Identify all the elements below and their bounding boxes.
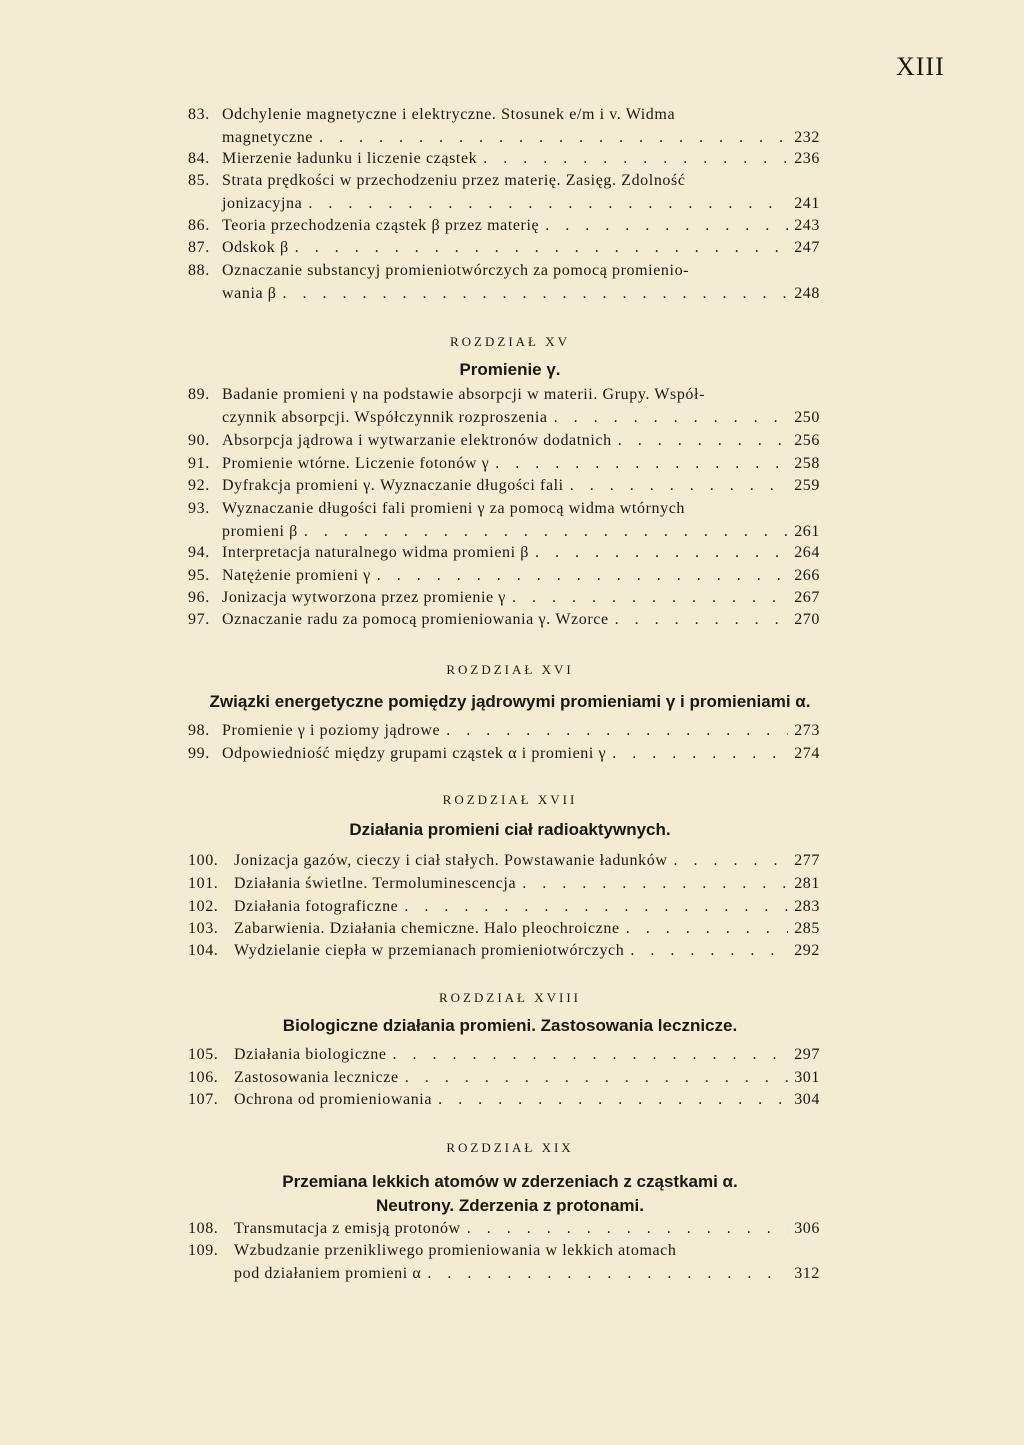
toc-entry[interactable] bbox=[188, 170, 820, 215]
dot-leader bbox=[612, 743, 788, 766]
entry-title: Jonizacja gazów, cieczy i ciał stałych. Powstawanie ładunków bbox=[234, 852, 668, 869]
dot-leader bbox=[427, 1263, 788, 1286]
dot-leader bbox=[626, 918, 788, 941]
entry-number: 107. bbox=[188, 1091, 219, 1108]
entry-title: wania β bbox=[222, 284, 277, 302]
entry-title: Zabarwienia. Działania chemiczne. Halo pleochroiczne bbox=[234, 920, 620, 937]
toc-entry[interactable] bbox=[188, 453, 820, 476]
dot-leader bbox=[377, 565, 788, 588]
entry-title: pod działaniem promieni α bbox=[234, 1264, 422, 1282]
toc-entry[interactable] bbox=[188, 260, 820, 305]
toc-entry[interactable] bbox=[188, 237, 820, 260]
dot-leader bbox=[495, 453, 788, 476]
entry-title: Absorpcja jądrowa i wytwarzanie elektronów dodatnich bbox=[222, 432, 612, 449]
page-number: XIII bbox=[896, 52, 945, 81]
entry-page-number: 304 bbox=[794, 1091, 820, 1108]
entry-title: Działania biologiczne bbox=[234, 1046, 387, 1063]
dot-leader bbox=[467, 1218, 788, 1241]
entry-number: 105. bbox=[188, 1046, 219, 1063]
dot-leader bbox=[554, 407, 788, 430]
entry-number: 103. bbox=[188, 920, 219, 937]
chapter-label: ROZDZIAŁ XVII bbox=[442, 792, 578, 807]
toc-entry[interactable] bbox=[188, 873, 820, 896]
dot-leader bbox=[618, 430, 788, 453]
entry-page-number: 281 bbox=[794, 875, 820, 892]
toc-entry[interactable] bbox=[188, 940, 820, 963]
chapter-title: Biologiczne działania promieni. Zastosowania lecznicze. bbox=[282, 1016, 738, 1035]
toc-entry[interactable] bbox=[188, 430, 820, 453]
entry-title-line: Wzbudzanie przenikliwego promieniowania w lekkich atomach bbox=[234, 1242, 677, 1259]
toc-entry[interactable] bbox=[188, 104, 820, 149]
dot-leader bbox=[535, 542, 788, 565]
entry-page-number: 270 bbox=[794, 611, 820, 628]
entry-number: 106. bbox=[188, 1069, 219, 1086]
toc-entry[interactable] bbox=[188, 384, 820, 429]
dot-leader bbox=[512, 587, 788, 610]
dot-leader bbox=[404, 896, 788, 919]
entry-page-number: 292 bbox=[794, 942, 820, 959]
toc-entry[interactable] bbox=[188, 215, 820, 238]
entry-page-number: 306 bbox=[794, 1220, 820, 1237]
entry-page-number: 274 bbox=[794, 745, 820, 762]
entry-title: Działania świetlne. Termoluminescencja bbox=[234, 875, 517, 892]
entry-number: 104. bbox=[188, 942, 219, 959]
entry-title: Jonizacja wytworzona przez promienie γ bbox=[222, 589, 506, 606]
dot-leader bbox=[483, 148, 788, 171]
entry-page-number: 258 bbox=[794, 455, 820, 472]
entry-title-line: Strata prędkości w przechodzeniu przez materię. Zasięg. Zdolność bbox=[222, 172, 686, 189]
toc-entry[interactable] bbox=[188, 148, 820, 171]
dot-leader bbox=[304, 521, 788, 544]
entry-title: Oznaczanie radu za pomocą promieniowania γ. Wzorce bbox=[222, 611, 609, 628]
entry-number: 94. bbox=[188, 544, 210, 561]
chapter-label: ROZDZIAŁ XIX bbox=[446, 1140, 574, 1155]
entry-page-number: 277 bbox=[794, 852, 820, 869]
dot-leader bbox=[405, 1067, 788, 1090]
entry-title: Transmutacja z emisją protonów bbox=[234, 1220, 461, 1237]
dot-leader bbox=[522, 873, 788, 896]
toc-entry[interactable] bbox=[188, 850, 820, 873]
entry-number: 108. bbox=[188, 1220, 219, 1237]
entry-number: 96. bbox=[188, 589, 210, 606]
chapter-label: ROZDZIAŁ XV bbox=[449, 334, 570, 349]
toc-entry[interactable] bbox=[188, 498, 820, 543]
entry-title: promieni β bbox=[222, 522, 298, 540]
dot-leader bbox=[545, 215, 788, 238]
entry-title: magnetyczne bbox=[222, 128, 313, 146]
entry-page-number: 264 bbox=[794, 544, 820, 561]
entry-page-number: 248 bbox=[794, 284, 820, 302]
toc-entry[interactable] bbox=[188, 565, 820, 588]
chapter-title: Promienie γ. bbox=[459, 360, 561, 379]
dot-leader bbox=[295, 237, 788, 260]
entry-page-number: 247 bbox=[794, 239, 820, 256]
entry-number: 97. bbox=[188, 611, 210, 628]
chapter-title: Przemiana lekkich atomów w zderzeniach z cząstkami α. Neutrony. Zderzenia z protonami. bbox=[282, 1172, 738, 1215]
entry-title-line: Oznaczanie substancyj promieniotwórczych za pomocą promienio- bbox=[222, 262, 690, 279]
entry-page-number: 312 bbox=[794, 1264, 820, 1282]
dot-leader bbox=[308, 193, 788, 216]
entry-page-number: 261 bbox=[794, 522, 820, 540]
toc-entry[interactable] bbox=[188, 1240, 820, 1285]
dot-leader bbox=[570, 475, 788, 498]
entry-title: Natężenie promieni γ bbox=[222, 567, 371, 584]
dot-leader bbox=[438, 1089, 788, 1112]
entry-page-number: 241 bbox=[794, 194, 820, 212]
toc-entry[interactable] bbox=[188, 1218, 820, 1241]
entry-number: 83. bbox=[188, 106, 210, 123]
toc-entry[interactable] bbox=[188, 1067, 820, 1090]
entry-number: 98. bbox=[188, 722, 210, 739]
entry-title-line: Odchylenie magnetyczne i elektryczne. Stosunek e/m i v. Widma bbox=[222, 106, 676, 123]
entry-number: 85. bbox=[188, 172, 210, 189]
entry-page-number: 297 bbox=[794, 1046, 820, 1063]
entry-title: Mierzenie ładunku i liczenie cząstek bbox=[222, 150, 478, 167]
entry-page-number: 283 bbox=[794, 898, 820, 915]
dot-leader bbox=[615, 609, 788, 632]
entry-number: 90. bbox=[188, 432, 210, 449]
entry-page-number: 250 bbox=[794, 408, 820, 426]
entry-number: 92. bbox=[188, 477, 210, 494]
entry-page-number: 267 bbox=[794, 589, 820, 606]
entry-page-number: 266 bbox=[794, 567, 820, 584]
toc-entry[interactable] bbox=[188, 720, 820, 743]
entry-number: 89. bbox=[188, 386, 210, 403]
dot-leader bbox=[393, 1044, 788, 1067]
chapter-label: ROZDZIAŁ XVIII bbox=[438, 990, 581, 1005]
entry-page-number: 232 bbox=[794, 128, 820, 146]
entry-title: jonizacyjna bbox=[222, 194, 303, 212]
entry-page-number: 259 bbox=[794, 477, 820, 494]
entry-number: 109. bbox=[188, 1242, 219, 1259]
toc-entry[interactable] bbox=[188, 896, 820, 919]
entry-title: Odpowiedniość między grupami cząstek α i promieni γ bbox=[222, 745, 607, 762]
dot-leader bbox=[283, 283, 788, 306]
entry-title: Dyfrakcja promieni γ. Wyznaczanie długości fali bbox=[222, 477, 564, 494]
entry-number: 100. bbox=[188, 852, 219, 869]
entry-page-number: 301 bbox=[794, 1069, 820, 1086]
entry-page-number: 236 bbox=[794, 150, 820, 167]
entry-title-line: Badanie promieni γ na podstawie absorpcji w materii. Grupy. Współ- bbox=[222, 386, 706, 403]
entry-title: Promienie wtórne. Liczenie fotonów γ bbox=[222, 455, 490, 472]
entry-number: 99. bbox=[188, 745, 210, 762]
entry-title: Interpretacja naturalnego widma promieni β bbox=[222, 544, 530, 561]
entry-number: 91. bbox=[188, 455, 210, 472]
dot-leader bbox=[630, 940, 788, 963]
toc-entry[interactable] bbox=[188, 587, 820, 610]
toc-entry[interactable] bbox=[188, 609, 820, 632]
entry-title: Odskok β bbox=[222, 239, 289, 256]
entry-number: 86. bbox=[188, 217, 210, 234]
dot-leader bbox=[319, 127, 788, 150]
toc-entry[interactable] bbox=[188, 1044, 820, 1067]
entry-number: 88. bbox=[188, 262, 210, 279]
dot-leader bbox=[446, 720, 788, 743]
entry-number: 93. bbox=[188, 500, 210, 517]
toc-entry[interactable] bbox=[188, 542, 820, 565]
entry-title: Zastosowania lecznicze bbox=[234, 1069, 399, 1086]
entry-title: Ochrona od promieniowania bbox=[234, 1091, 433, 1108]
entry-title-line: Wyznaczanie długości fali promieni γ za pomocą widma wtórnych bbox=[222, 500, 685, 517]
entry-number: 87. bbox=[188, 239, 210, 256]
toc-entry[interactable] bbox=[188, 918, 820, 941]
entry-page-number: 243 bbox=[794, 217, 820, 234]
entry-page-number: 273 bbox=[794, 722, 820, 739]
dot-leader bbox=[673, 850, 788, 873]
chapter-title: Działania promieni ciał radioaktywnych. bbox=[349, 820, 671, 839]
entry-title: czynnik absorpcji. Współczynnik rozproszenia bbox=[222, 408, 548, 426]
entry-page-number: 285 bbox=[794, 920, 820, 937]
entry-number: 101. bbox=[188, 875, 219, 892]
entry-page-number: 256 bbox=[794, 432, 820, 449]
entry-number: 95. bbox=[188, 567, 210, 584]
entry-title: Działania fotograficzne bbox=[234, 898, 399, 915]
toc-entry[interactable] bbox=[188, 743, 820, 766]
chapter-label: ROZDZIAŁ XVI bbox=[446, 662, 574, 677]
toc-entry[interactable] bbox=[188, 1089, 820, 1112]
chapter-title: Związki energetyczne pomiędzy jądrowymi promieniami γ i promieniami α. bbox=[209, 692, 811, 711]
toc-entry[interactable] bbox=[188, 475, 820, 498]
entry-title: Teoria przechodzenia cząstek β przez materię bbox=[222, 217, 540, 234]
entry-title: Wydzielanie ciepła w przemianach promieniotwórczych bbox=[234, 942, 625, 959]
entry-number: 102. bbox=[188, 898, 219, 915]
entry-title: Promienie γ i poziomy jądrowe bbox=[222, 722, 441, 739]
entry-number: 84. bbox=[188, 150, 210, 167]
